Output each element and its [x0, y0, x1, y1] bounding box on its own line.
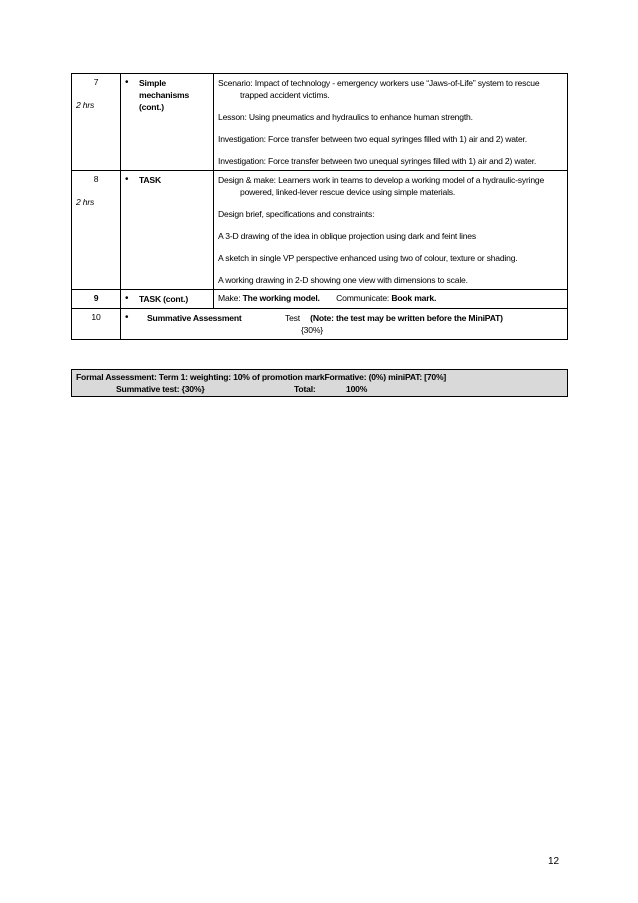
total-label: Total:: [294, 384, 316, 394]
summative-cell: [121, 309, 568, 340]
week-number: 10: [91, 312, 101, 322]
brief-text: Design brief, specifications and constraints:: [218, 209, 375, 219]
design-text: Learners work in teams to develop a working model of a hydraulic-syringe: [278, 175, 545, 185]
assessment-line: Formal Assessment: Term 1: weighting: 10% of promotion markFormative: (0%) miniPAT: [70%]: [76, 372, 447, 382]
topic-cell: [121, 290, 214, 309]
table-row: [72, 309, 568, 340]
total-value: 100%: [346, 384, 368, 394]
test-note: (Note: the test may be written before the MiniPAT): [310, 313, 503, 323]
summative-test: Summative test: {30%}: [116, 384, 205, 394]
assessment-summary: [116, 384, 368, 394]
bullet-icon: •: [125, 312, 129, 323]
design-label: Design & make:: [218, 175, 276, 185]
topic-cell: [121, 74, 214, 171]
topic-text: TASK (cont.): [139, 294, 188, 304]
design-continuation: powered, linked-lever rescue device using simple materials.: [240, 187, 456, 197]
week-hours: 2 hrs: [76, 197, 95, 207]
communicate-value: Book mark.: [391, 293, 437, 303]
make-value: The working model.: [242, 293, 320, 303]
scenario-text: Impact of technology - emergency workers use “Jaws-of-Life” system to rescue: [254, 78, 540, 88]
investigation-text: Investigation: Force transfer between two unequal syringes filled with 1) air and 2) water.: [218, 156, 537, 166]
page-number: 12: [548, 856, 560, 867]
work-schedule-table: [71, 73, 568, 340]
make-label: Make:: [218, 293, 241, 303]
week-cell: [72, 309, 121, 340]
working-drawing-text: A working drawing in 2-D showing one view with dimensions to scale.: [218, 275, 468, 285]
bullet-icon: •: [125, 77, 129, 88]
lesson-text: Lesson: Using pneumatics and hydraulics to enhance human strength.: [218, 112, 473, 122]
communicate-label: Communicate:: [336, 293, 390, 303]
formal-assessment-box: [71, 369, 568, 397]
table-row: [72, 171, 568, 290]
week-number: 9: [93, 293, 99, 303]
topic-text: Simple mechanisms (cont.): [139, 78, 190, 112]
week-cell: [72, 171, 121, 290]
week-hours: 2 hrs: [76, 100, 95, 110]
week-cell: [72, 74, 121, 171]
sketch-text: A sketch in single VP perspective enhanced using two of colour, texture or shading.: [218, 253, 518, 263]
topic-text: Summative Assessment: [147, 313, 242, 323]
bullet-icon: •: [125, 174, 129, 185]
topic-text: TASK: [139, 175, 161, 185]
topic-cell: [121, 171, 214, 290]
scenario-label: Scenario:: [218, 78, 253, 88]
investigation-text: Investigation: Force transfer between two equal syringes filled with 1) air and 2) water.: [218, 134, 527, 144]
content-cell: [214, 290, 568, 309]
week-number: 8: [93, 174, 99, 184]
week-number: 7: [93, 77, 99, 87]
content-cell: [214, 171, 568, 290]
design-paragraph: [218, 174, 563, 198]
scenario-paragraph: [218, 77, 563, 101]
content-cell: [214, 74, 568, 171]
drawing-3d-text: A 3-D drawing of the idea in oblique projection using dark and feint lines: [218, 231, 476, 241]
bullet-icon: •: [125, 293, 129, 304]
test-weight: {30%}: [301, 325, 323, 335]
week-cell: [72, 290, 121, 309]
table-row: [72, 74, 568, 171]
table-row: [72, 290, 568, 309]
scenario-continuation: trapped accident victims.: [240, 90, 330, 100]
test-label: Test: [285, 313, 300, 323]
